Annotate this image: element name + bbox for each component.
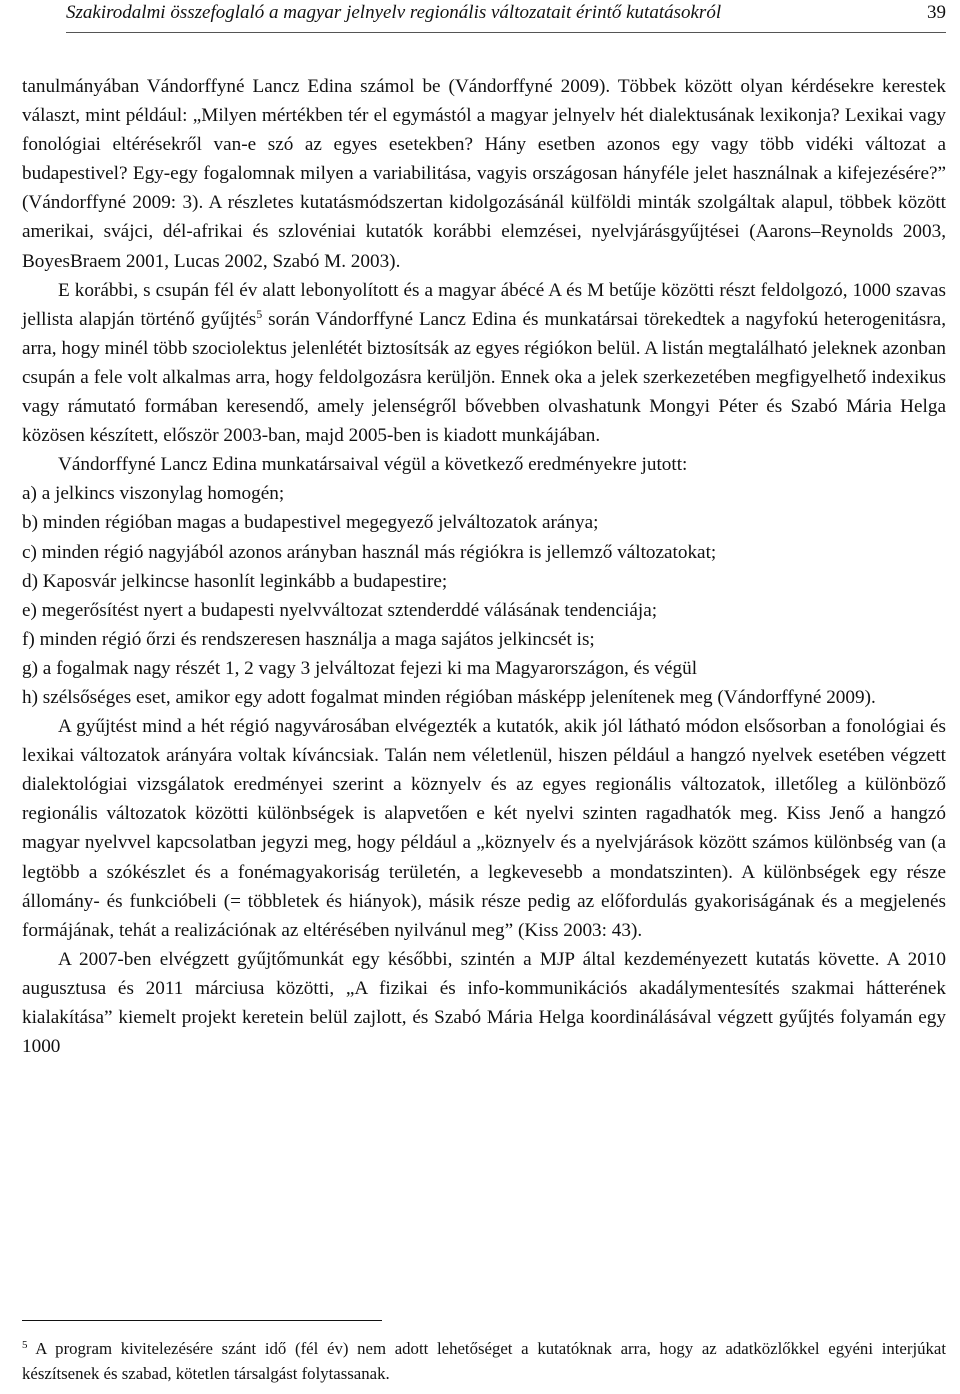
header-title: Szakirodalmi összefoglaló a magyar jelnyelv regionális változatait érintő kutatásokról [66, 2, 722, 23]
list-item: b) minden régióban magas a budapestivel megegyező jelváltozatok aránya; [22, 512, 599, 534]
footnote-text: A program kivitelezésére szánt idő (fél év) nem adott lehetőséget a kutatóknak arra, hogy az adatközlőkkel egyéni interjúkat készítsenek és szabad, kötetlen társalgást folytassanak. [22, 1339, 946, 1383]
list-item: h) szélsőséges eset, amikor egy adott fogalmat minden régióban másképp jelenítenek meg (Vándorffyné 2009). [22, 686, 876, 708]
paragraph-1: tanulmányában Vándorffyné Lancz Edina számol be (Vándorffyné 2009). Többek között olyan kérdésekre kerestek választ, mint például: „Milyen mértékben tér el egymástól a magyar jelnyelv hét dialektusának lexikonja? Lexikai vagy fonológiai eltérésekről van-e szó az egyes esetekben? Hány esetben azonos egy vagy több vidéki változat a budapestivel? Egy-egy fogalomnak milyen a variabilitása, vagyis országosan hányféle jelet használnak a kifejezésére?” (Vándorffyné 2009: 3). A részletes kutatásmódszertan kidolgozásánál külföldi minták szolgáltak alapul, többek között amerikai, svájci, dél-afrikai és szlovéniai kutatók korábbi elemzései, nyelvjárásgyűjtései (Aarons–Reynolds 2003, BoyesBraem 2001, Lucas 2002, Szabó M. 2003). [22, 76, 946, 272]
footnote-reference[interactable]: 5 [256, 306, 263, 321]
results-list [22, 479, 946, 712]
list-item: e) megerősítést nyert a budapesti nyelvváltozat sztenderddé válásának tendenciája; [22, 599, 658, 621]
footnote [22, 1336, 946, 1386]
paragraph-4: A gyűjtést mind a hét régió nagyvárosában elvégezték a kutatók, akik jól látható módon elsősorban a fonológiai és lexikai változatok arányára voltak kíváncsiak. Talán nem véletlenül, hiszen például a hangzó nyelvek esetében végzett dialektológiai vizsgálatok eredményei szerint a köznyelv és az egyes regionális változatok, illetőleg a különböző regionális változatok közötti különbségek is alapvetően e két nyelvi szinten ragadhatók meg. Kiss Jenő a hangzó magyar nyelvvel kapcsolatban jegyzi meg, hogy például a „köznyelv és a nyelvjárások között számos különbség van (a legtöbb a szókészlet és a fonémagyakoriság területén, a legkevesebb a mondatszinten). A különbségek egy része állomány- és funkcióbeli (= többletek és hiányok), másik része pedig az előfordulás gyakoriságának és a megjelenés formájának, tehát a realizációnak az eltérésében nyilvánul meg” (Kiss 2003: 43). [22, 716, 946, 941]
body-text [22, 72, 946, 1061]
paragraph-2-start: E korábbi, s csupán fél év alatt lebonyolított és a magyar ábécé A és M betűje közötti részt feldolgozó, 1000 szavas jellista alapján történő gyűjtés [22, 279, 946, 330]
page-number: 39 [927, 2, 946, 23]
list-item: f) minden régió őrzi és rendszeresen használja a maga sajátos jelkincsét is; [22, 628, 595, 650]
paragraph-3: Vándorffyné Lancz Edina munkatársaival végül a következő eredményekre jutott: [58, 454, 688, 476]
list-item: g) a fogalmak nagy részét 1, 2 vagy 3 jelváltozat fejezi ki ma Magyarországon, és végül [22, 657, 698, 679]
running-header [66, 0, 946, 33]
footnote-number: 5 [22, 1339, 28, 1351]
list-item: d) Kaposvár jelkincse hasonlít leginkább a budapestire; [22, 570, 448, 592]
paragraph-5: A 2007-ben elvégzett gyűjtőmunkát egy későbbi, szintén a MJP által kezdeményezett kutatás követte. A 2010 augusztusa és 2011 márciusa közötti, „A fizikai és info-kommunikációs akadálymentesítés szakmai hátterének kialakítása” kiemelt projekt keretein belül zajlott, és Szabó Mária Helga koordinálásával végzett gyűjtés folyamán egy 1000 [22, 948, 946, 1058]
footnote-separator [22, 1320, 382, 1321]
list-item: a) a jelkincs viszonylag homogén; [22, 483, 285, 505]
paragraph-2 [22, 276, 946, 451]
list-item: c) minden régió nagyjából azonos arányban használ más régiókra is jellemző változatokat; [22, 541, 717, 563]
paragraph-2-end: során Vándorffyné Lancz Edina és munkatársai törekedtek a nagyfokú heterogenitásra, arra, hogy minél több szociolektus jelenlétét biztosítsák az egyes régiókon belül. A listán megtalálható jeleknek azonban csupán a fele volt alkalmas arra, hogy feldolgozásra kerüljön. Ennek oka a jelek szerkezetében megfigyelhető indexikus vagy rámutató formában keresendő, amely jelenségről bővebben olvashatunk Mongyi Péter és Szabó Mária Helga közösen készített, először 2003-ban, majd 2005-ben is kiadott munkájában. [22, 308, 946, 447]
